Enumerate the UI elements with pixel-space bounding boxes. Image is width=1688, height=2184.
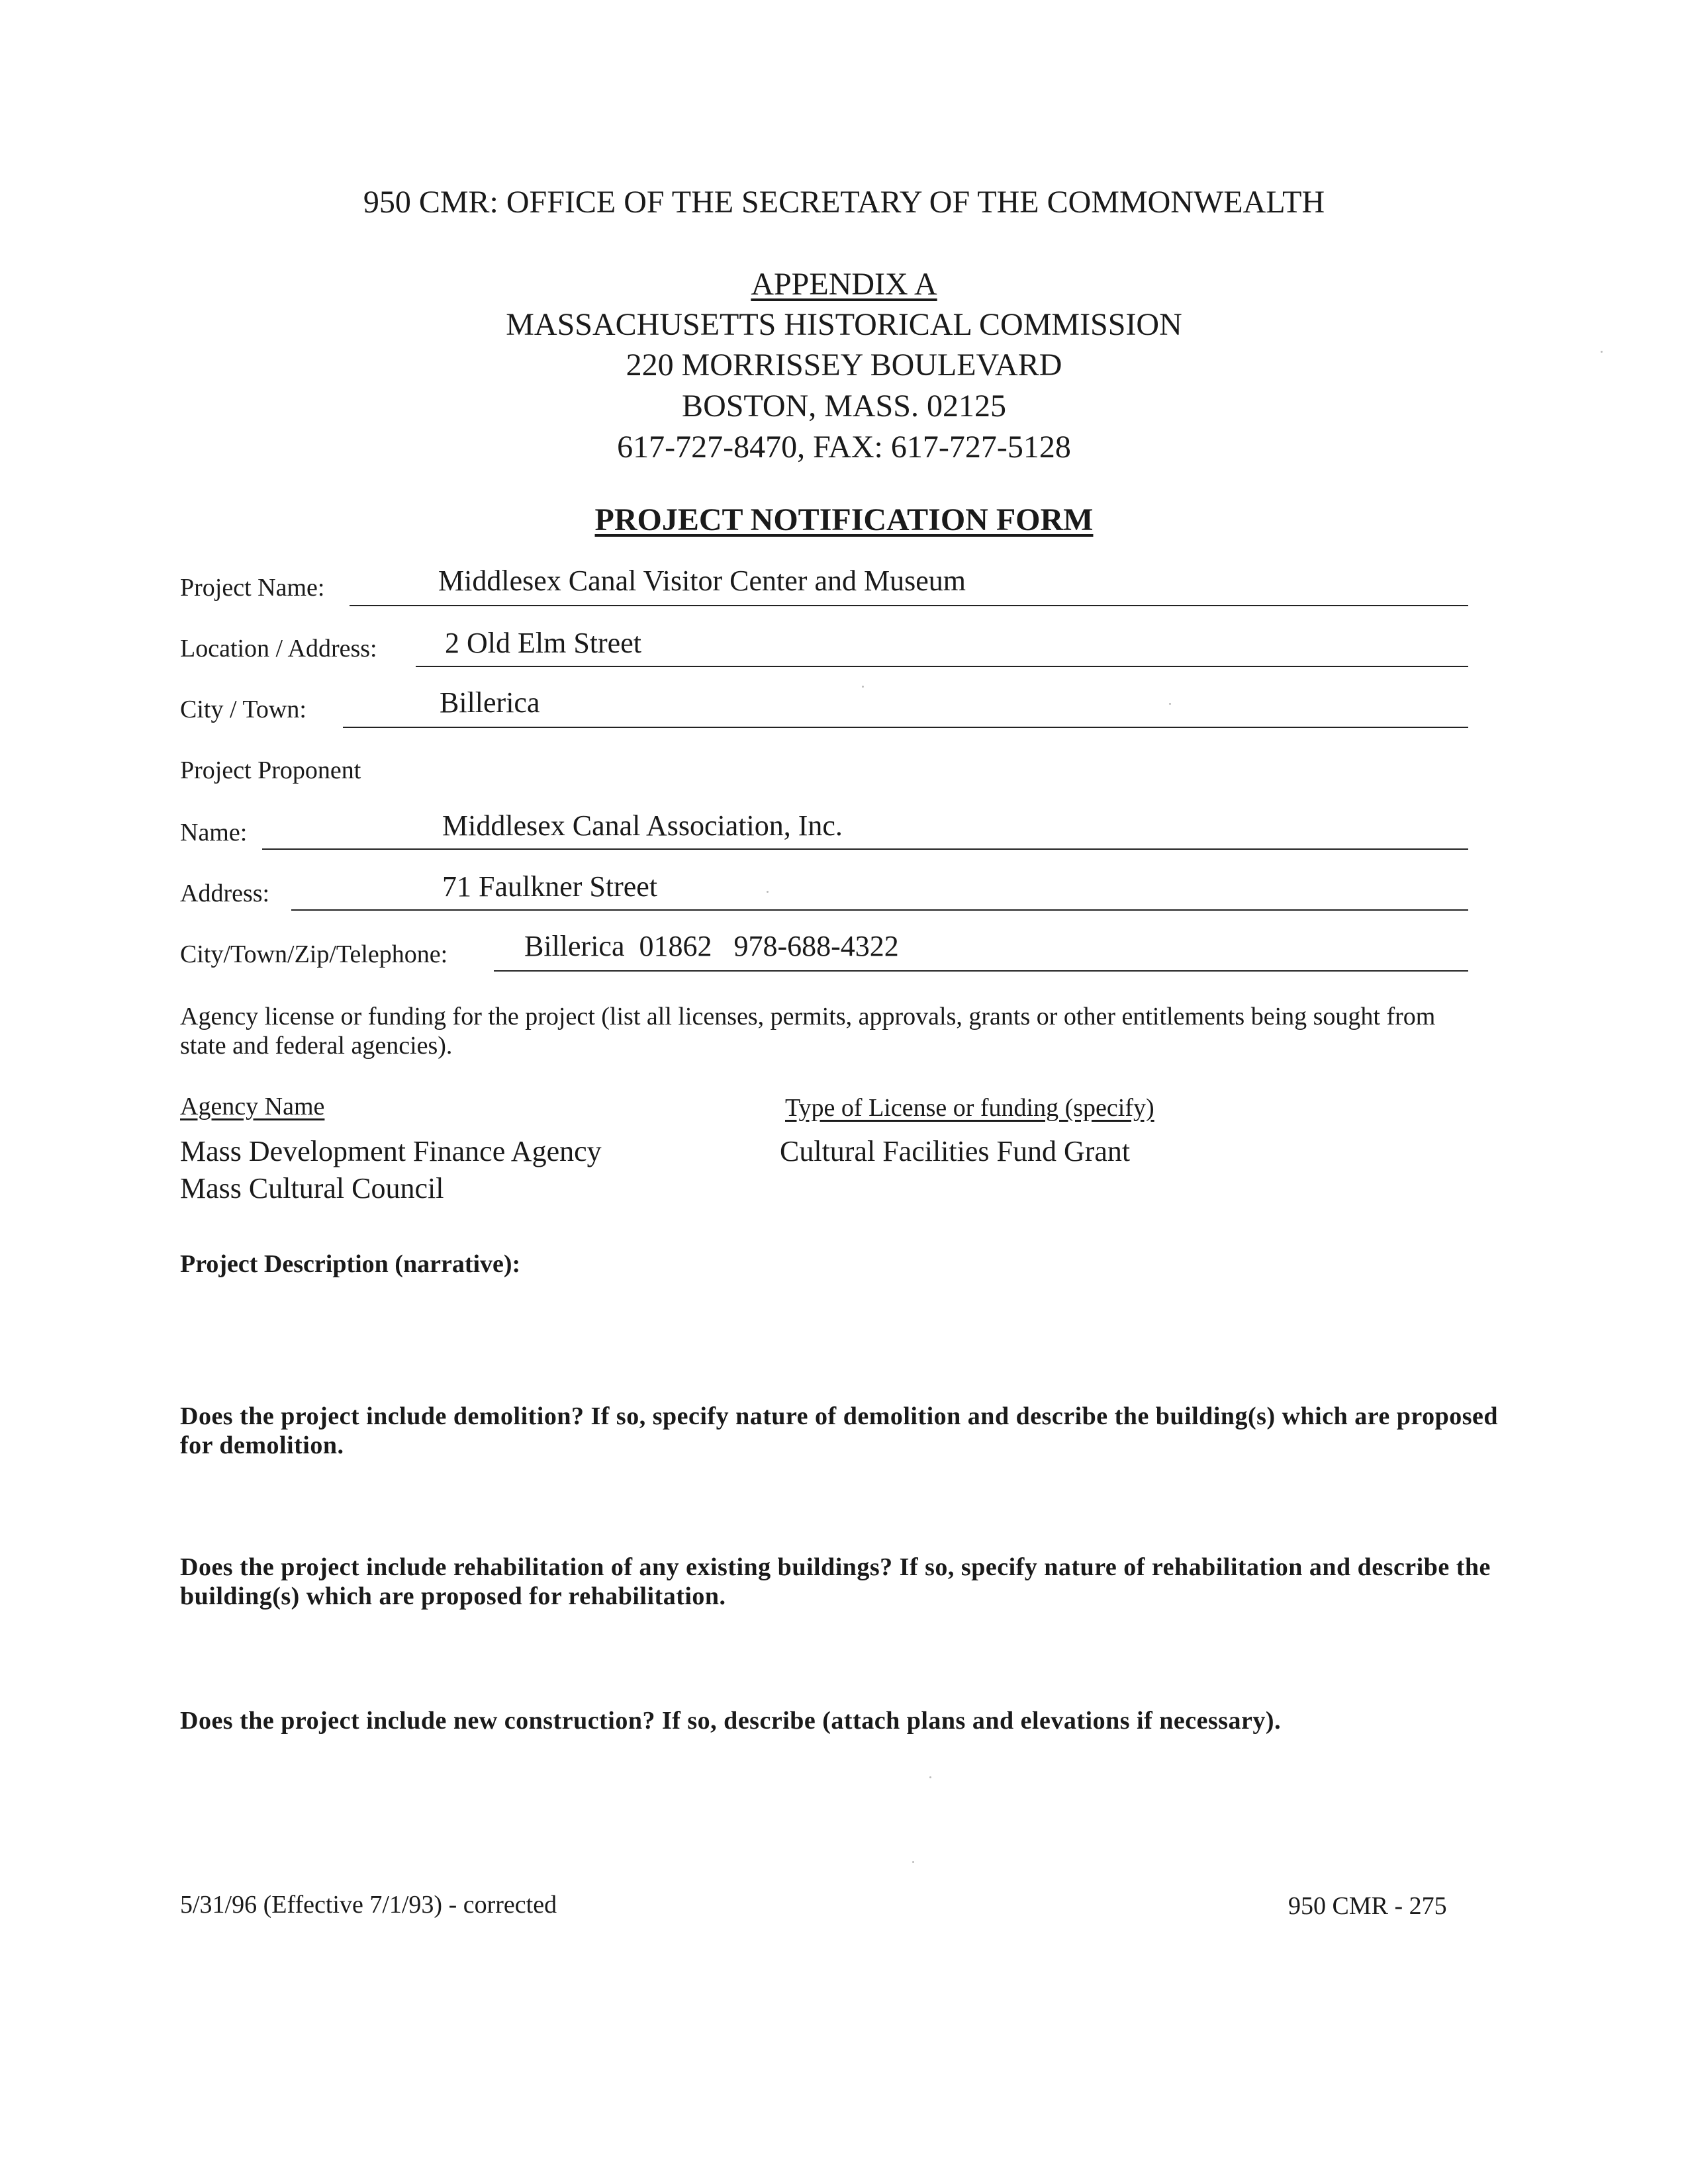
scan-speck — [929, 1776, 931, 1778]
license-type-item-1: Cultural Facilities Fund Grant — [780, 1135, 1131, 1167]
agency-item-2: Mass Cultural Council — [180, 1172, 444, 1205]
new-construction-question: Does the project include new construction? If so, describe (attach plans and elevations if necessary). — [180, 1707, 1282, 1735]
project-description-heading: Project Description (narrative): — [180, 1250, 521, 1278]
footer-page-ref: 950 CMR - 275 — [1288, 1892, 1447, 1920]
proponent-name-label: Name: — [180, 819, 248, 846]
city-town-line — [343, 727, 1468, 728]
scan-speck — [912, 1861, 914, 1863]
agency-item-1: Mass Development Finance Agency — [180, 1135, 602, 1167]
form-title: PROJECT NOTIFICATION FORM — [594, 502, 1094, 537]
demolition-question: Does the project include demolition? If so, specify nature of demolition and describe the building(s) which are proposed for demolition. — [180, 1402, 1499, 1459]
proponent-address-line — [291, 909, 1468, 911]
proponent-address-label: Address: — [180, 880, 270, 907]
city-zip-tel-label: City/Town/Zip/Telephone: — [180, 940, 448, 968]
project-name-label: Project Name: — [180, 574, 325, 602]
scan-speck — [1169, 703, 1171, 705]
agency-name-header: Agency Name — [180, 1093, 325, 1120]
city-zip-tel-line — [494, 970, 1468, 972]
location-label: Location / Address: — [180, 635, 377, 662]
regulation-title: 950 CMR: OFFICE OF THE SECRETARY OF THE COMMONWEALTH — [363, 185, 1325, 220]
proponent-address-value: 71 Faulkner Street — [442, 870, 658, 903]
license-type-header: Type of License or funding (specify) — [785, 1094, 1154, 1122]
scan-speck — [1601, 351, 1603, 353]
project-name-line — [350, 605, 1468, 606]
commission-street: 220 MORRISSEY BOULEVARD — [626, 347, 1062, 383]
commission-name: MASSACHUSETTS HISTORICAL COMMISSION — [506, 307, 1182, 342]
proponent-name-value: Middlesex Canal Association, Inc. — [442, 809, 843, 842]
location-line — [416, 666, 1468, 667]
proponent-name-line — [262, 848, 1468, 850]
scan-speck — [767, 891, 769, 893]
project-name-value: Middlesex Canal Visitor Center and Museum — [438, 565, 966, 597]
appendix-heading: APPENDIX A — [751, 267, 937, 302]
city-town-value: Billerica — [440, 686, 540, 719]
city-town-label: City / Town: — [180, 696, 306, 723]
rehabilitation-question: Does the project include rehabilitation of any existing buildings? If so, specify nature of rehabilitation and describe the building(s) which are proposed for rehabilitation. — [180, 1553, 1491, 1610]
city-zip-tel-value: Billerica 01862 978-688-4322 — [524, 930, 899, 962]
location-value: 2 Old Elm Street — [445, 627, 641, 659]
proponent-heading: Project Proponent — [180, 756, 361, 784]
agency-instructions: Agency license or funding for the project (list all licenses, permits, approvals, grants or other entitlements being sought from state and federal agencies). — [180, 1003, 1436, 1060]
commission-city: BOSTON, MASS. 02125 — [682, 388, 1006, 424]
footer-date-note: 5/31/96 (Effective 7/1/93) - corrected — [180, 1891, 557, 1919]
commission-phone-fax: 617-727-8470, FAX: 617-727-5128 — [617, 430, 1071, 465]
scan-speck — [862, 686, 864, 688]
